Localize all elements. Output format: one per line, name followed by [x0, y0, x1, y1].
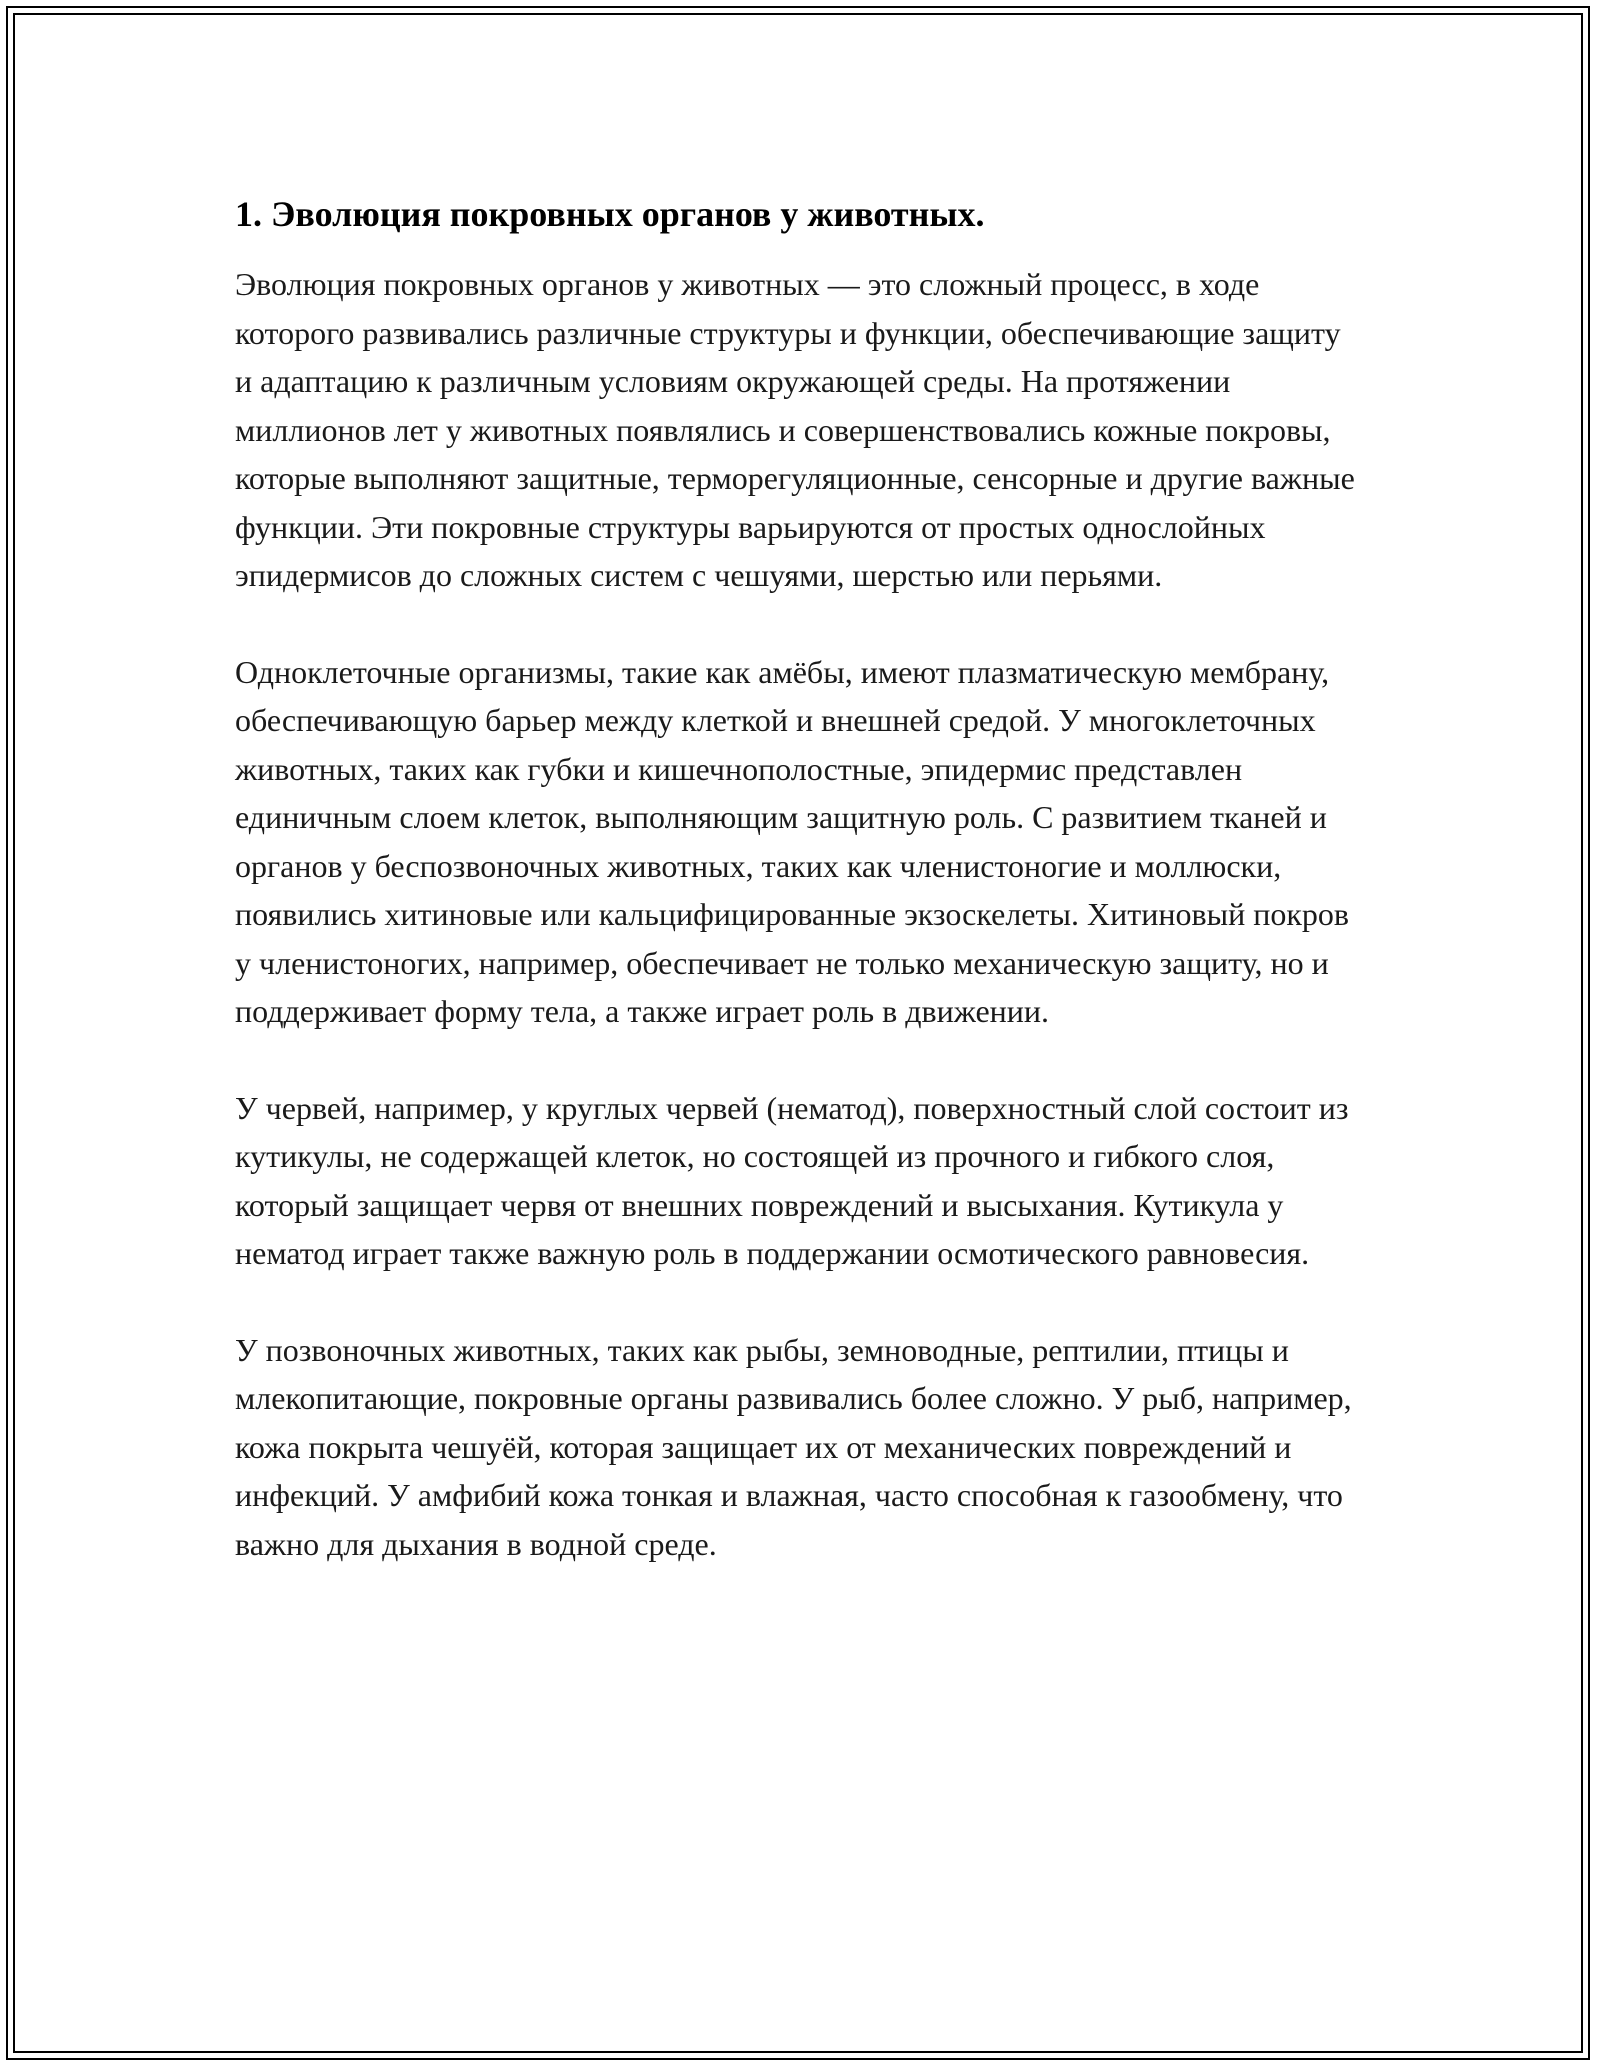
paragraph-intro: Эволюция покровных органов у животных — это сложный процесс, в ходе которого развивались различные структуры и функции, обеспечивающие защиту и адаптацию к различным условиям окружающей среды. На протяжении миллионов лет у животных появлялись и совершенствовались кожные покровы, которые выполняют защитные, терморегуляционные, сенсорные и другие важные функции. Эти покровные структуры варьируются от простых однослойных эпидермисов до сложных систем с чешуями, шерстью или перьями.: [235, 266, 1355, 593]
paragraph-vertebrates: У позвоночных животных, таких как рыбы, земноводные, рептилии, птицы и млекопитающие, покровные органы развивались более сложно. У рыб, например, кожа покрыта чешуёй, которая защищает их от механических повреждений и инфекций. У амфибий кожа тонкая и влажная, часто способная к газообмену, что важно для дыхания в водной среде.: [235, 1331, 1352, 1562]
document-body: [235, 190, 1365, 1616]
paragraph-invertebrates: Одноклеточные организмы, такие как амёбы, имеют плазматическую мембрану, обеспечивающую барьер между клеткой и внешней средой. У многоклеточных животных, таких как губки и кишечнополостные, эпидермис представлен единичным слоем клеток, выполняющим защитную роль. С развитием тканей и органов у беспозвоночных животных, таких как членистоногие и моллюски, появились хитиновые или кальцифицированные экзоскелеты. Хитиновый покров у членистоногих, например, обеспечивает не только механическую защиту, но и поддерживает форму тела, а также играет роль в движении.: [235, 653, 1349, 1029]
section-heading: 1. Эволюция покровных органов у животных.: [235, 194, 985, 234]
paragraph-worms: У червей, например, у круглых червей (нематод), поверхностный слой состоит из кутикулы, не содержащей клеток, но состоящей из прочного и гибкого слоя, который защищает червя от внешних повреждений и высыхания. Кутикула у нематод играет также важную роль в поддержании осмотического равновесия.: [235, 1089, 1349, 1271]
